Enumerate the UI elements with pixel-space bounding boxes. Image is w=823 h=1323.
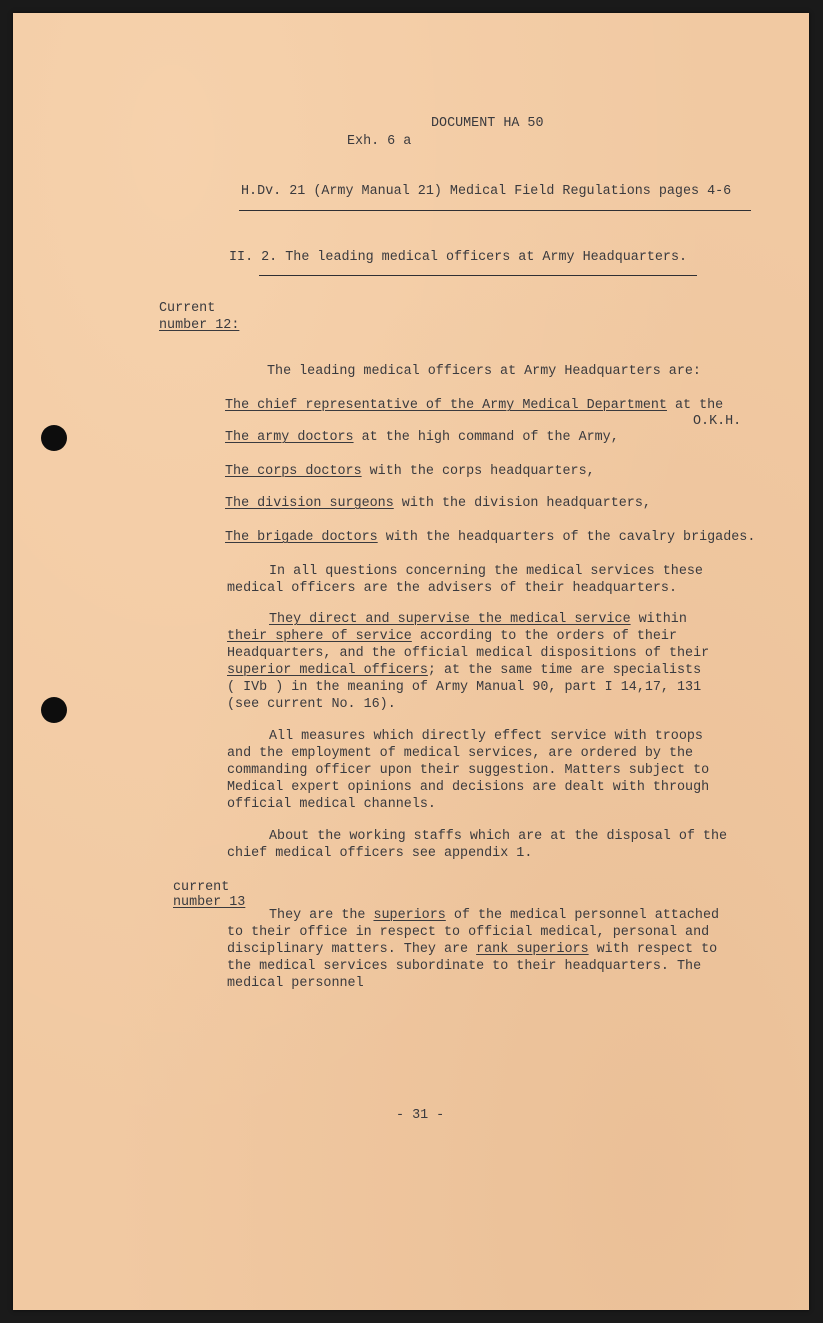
paragraph-line: They are the superiors of the medical personnel attached	[269, 908, 720, 923]
document-page	[13, 13, 809, 1310]
paragraph-line: disciplinary matters. They are rank superiors with respect to	[227, 942, 718, 957]
paragraph-line: medical officers are the advisers of their headquarters.	[227, 581, 677, 596]
paragraph-line: In all questions concerning the medical services these	[269, 564, 703, 579]
title-rule	[239, 210, 751, 211]
officer-item: The brigade doctors with the headquarters of the cavalry brigades.	[225, 530, 756, 545]
paragraph-line: Headquarters, and the official medical dispositions of their	[227, 646, 710, 661]
okh-label: O.K.H.	[693, 414, 742, 429]
margin-note-current: Current	[159, 301, 216, 316]
paragraph-line: chief medical officers see appendix 1.	[227, 846, 533, 861]
paragraph-line: their sphere of service according to the orders of their	[227, 629, 678, 644]
section-heading: II. 2. The leading medical officers at Army Headquarters.	[229, 250, 688, 265]
paragraph-line: to their office in respect to official medical, personal and	[227, 925, 710, 940]
document-title: H.Dv. 21 (Army Manual 21) Medical Field Regulations pages 4-6	[241, 184, 732, 199]
paragraph-line: All measures which directly effect service with troops	[269, 729, 703, 744]
paragraph-line: commanding officer upon their suggestion. Matters subject to	[227, 763, 710, 778]
document-reference: DOCUMENT HA 50	[431, 116, 544, 131]
page-number: - 31 -	[396, 1108, 445, 1123]
paragraph-line: medical personnel	[227, 976, 364, 991]
paragraph-line: (see current No. 16).	[227, 697, 396, 712]
paragraph-line: Medical expert opinions and decisions are dealt with through	[227, 780, 710, 795]
paragraph-line: official medical channels.	[227, 797, 436, 812]
officer-item: The division surgeons with the division headquarters,	[225, 496, 651, 511]
margin-note-current: current	[173, 880, 230, 895]
punch-hole-lower	[41, 697, 67, 723]
intro-line: The leading medical officers at Army Headquarters are:	[267, 364, 701, 379]
officer-item: The corps doctors with the corps headquarters,	[225, 464, 595, 479]
margin-note-number-12: number 12:	[159, 318, 240, 333]
officer-item: The army doctors at the high command of the Army,	[225, 430, 619, 445]
paragraph-line: and the employment of medical services, are ordered by the	[227, 746, 694, 761]
paragraph-line: ( IVb ) in the meaning of Army Manual 90, part I 14,17, 131	[227, 680, 702, 695]
paragraph-line: They direct and supervise the medical service within	[269, 612, 687, 627]
section-rule	[259, 275, 697, 276]
paragraph-line: About the working staffs which are at the disposal of the	[269, 829, 728, 844]
officer-item: The chief representative of the Army Medical Department at the	[225, 398, 724, 413]
paragraph-line: superior medical officers; at the same time are specialists	[227, 663, 702, 678]
margin-note-number-13: number 13	[173, 895, 246, 910]
punch-hole-upper	[41, 425, 67, 451]
paragraph-line: the medical services subordinate to their headquarters. The	[227, 959, 702, 974]
exhibit-label: Exh. 6 a	[347, 134, 412, 149]
